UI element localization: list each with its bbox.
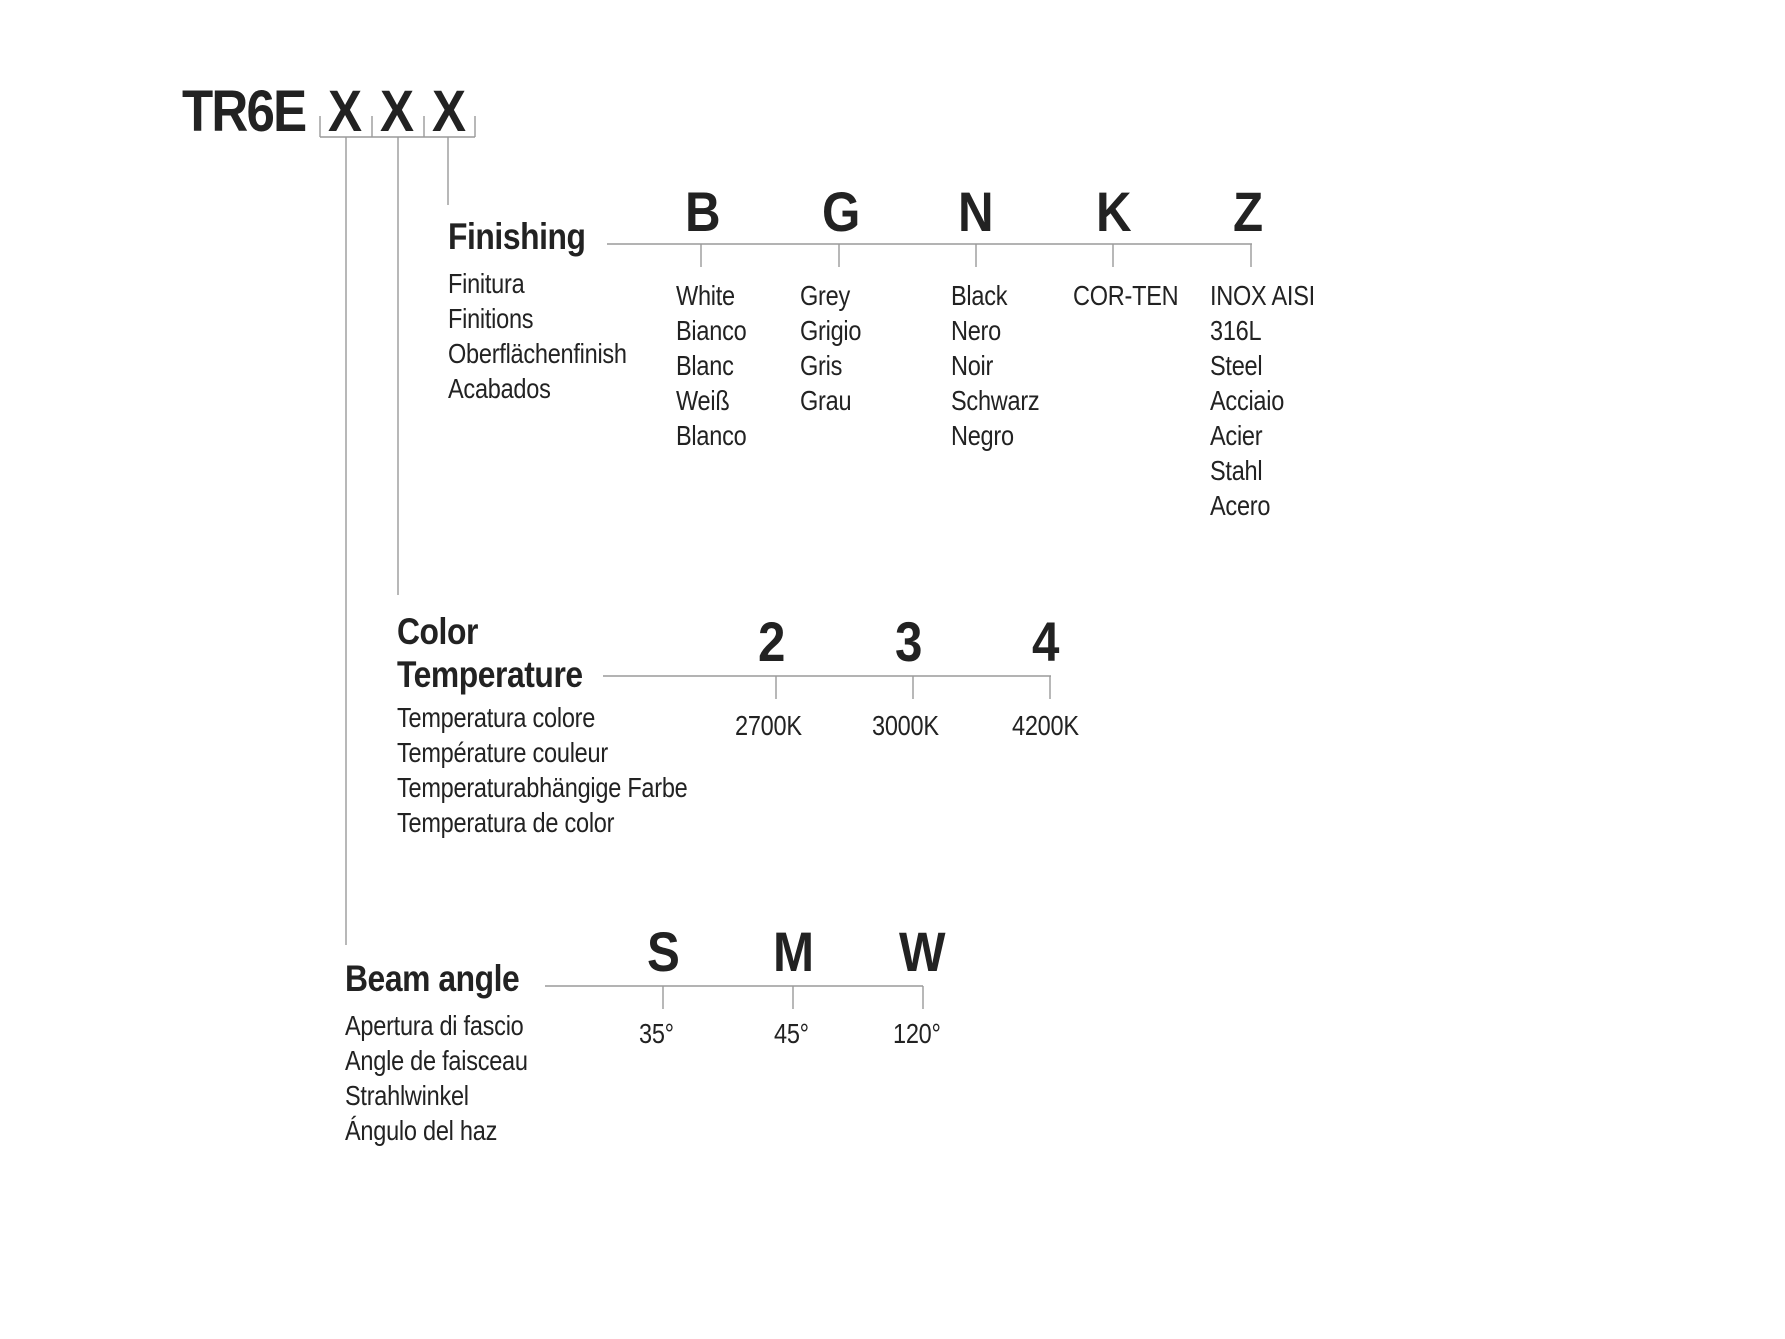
color-code-4: 4 xyxy=(1032,610,1060,673)
option-label: Blanco xyxy=(676,420,747,451)
finishing-labels-b xyxy=(676,278,760,453)
color-label-2700k xyxy=(735,708,814,743)
finishing-translation: Acabados xyxy=(448,373,551,404)
color-label-3000k xyxy=(872,708,951,743)
color-temperature-title-line: Temperature xyxy=(397,654,583,695)
option-label: 316L xyxy=(1210,315,1262,346)
finishing-code-b: B xyxy=(685,180,721,243)
option-label: 4200K xyxy=(1012,710,1079,741)
option-label: Steel xyxy=(1210,350,1263,381)
color-temperature-title-line: Color xyxy=(397,611,478,652)
option-label: 35° xyxy=(639,1018,674,1049)
option-label: Bianco xyxy=(676,315,747,346)
finishing-code-n: N xyxy=(958,180,994,243)
option-label: 45° xyxy=(774,1018,809,1049)
color-temperature-translation: Temperatura de color xyxy=(397,807,615,838)
option-label: Weiß xyxy=(676,385,730,416)
beam-code-s: S xyxy=(647,920,680,983)
finishing-translations xyxy=(448,266,661,406)
option-label: Stahl xyxy=(1210,455,1263,486)
option-label: Acciaio xyxy=(1210,385,1285,416)
code-prefix: TR6E xyxy=(182,79,306,144)
option-label: Schwarz xyxy=(951,385,1040,416)
color-temperature-translation: Temperaturabhängige Farbe xyxy=(397,772,688,803)
finishing-labels-z xyxy=(1210,278,1335,523)
option-label: Grigio xyxy=(800,315,862,346)
option-label: Noir xyxy=(951,350,994,381)
color-temperature-translation: Temperatura colore xyxy=(397,702,596,733)
option-label: Black xyxy=(951,280,1008,311)
beam-label-35 xyxy=(639,1016,680,1051)
finishing-translation: Finitions xyxy=(448,303,534,334)
option-label: Grey xyxy=(800,280,850,311)
beam-angle-translations xyxy=(345,1008,563,1148)
color-label-4200k xyxy=(1012,708,1091,743)
option-label: Acero xyxy=(1210,490,1271,521)
code-placeholder-color: X xyxy=(380,79,413,144)
option-label: Nero xyxy=(951,315,1001,346)
option-label: Blanc xyxy=(676,350,734,381)
option-label: 120° xyxy=(893,1018,941,1049)
option-label: Acier xyxy=(1210,420,1263,451)
option-label: COR-TEN xyxy=(1073,280,1179,311)
finishing-title: Finishing xyxy=(448,216,586,257)
beam-angle-translation: Angle de faisceau xyxy=(345,1045,528,1076)
finishing-labels-k xyxy=(1073,278,1198,313)
color-temperature-translations xyxy=(397,700,743,840)
finishing-labels-g xyxy=(800,278,873,418)
finishing-labels-n xyxy=(951,278,1056,453)
option-label: Gris xyxy=(800,350,843,381)
code-placeholder-finishing: X xyxy=(432,79,465,144)
finishing-code-g: G xyxy=(822,180,861,243)
color-code-2: 2 xyxy=(758,610,786,673)
finishing-translation: Oberflächenfinish xyxy=(448,338,627,369)
beam-angle-translation: Apertura di fascio xyxy=(345,1010,524,1041)
beam-label-120 xyxy=(893,1016,950,1051)
beam-label-45 xyxy=(774,1016,815,1051)
option-label: INOX AISI xyxy=(1210,280,1315,311)
beam-angle-title: Beam angle xyxy=(345,958,520,999)
finishing-code-z: Z xyxy=(1233,180,1264,243)
color-code-3: 3 xyxy=(895,610,923,673)
color-temperature-translation: Température couleur xyxy=(397,737,608,768)
beam-angle-translation: Ángulo del haz xyxy=(345,1115,498,1146)
option-label: Grau xyxy=(800,385,852,416)
beam-angle-translation: Strahlwinkel xyxy=(345,1080,469,1111)
option-label: 2700K xyxy=(735,710,802,741)
finishing-code-k: K xyxy=(1096,180,1132,243)
code-placeholder-beam: X xyxy=(328,79,361,144)
beam-code-m: M xyxy=(773,920,815,983)
finishing-translation: Finitura xyxy=(448,268,525,299)
option-label: 3000K xyxy=(872,710,939,741)
beam-code-w: W xyxy=(899,920,946,983)
option-label: White xyxy=(676,280,735,311)
option-label: Negro xyxy=(951,420,1014,451)
color-temperature-title xyxy=(397,610,583,696)
